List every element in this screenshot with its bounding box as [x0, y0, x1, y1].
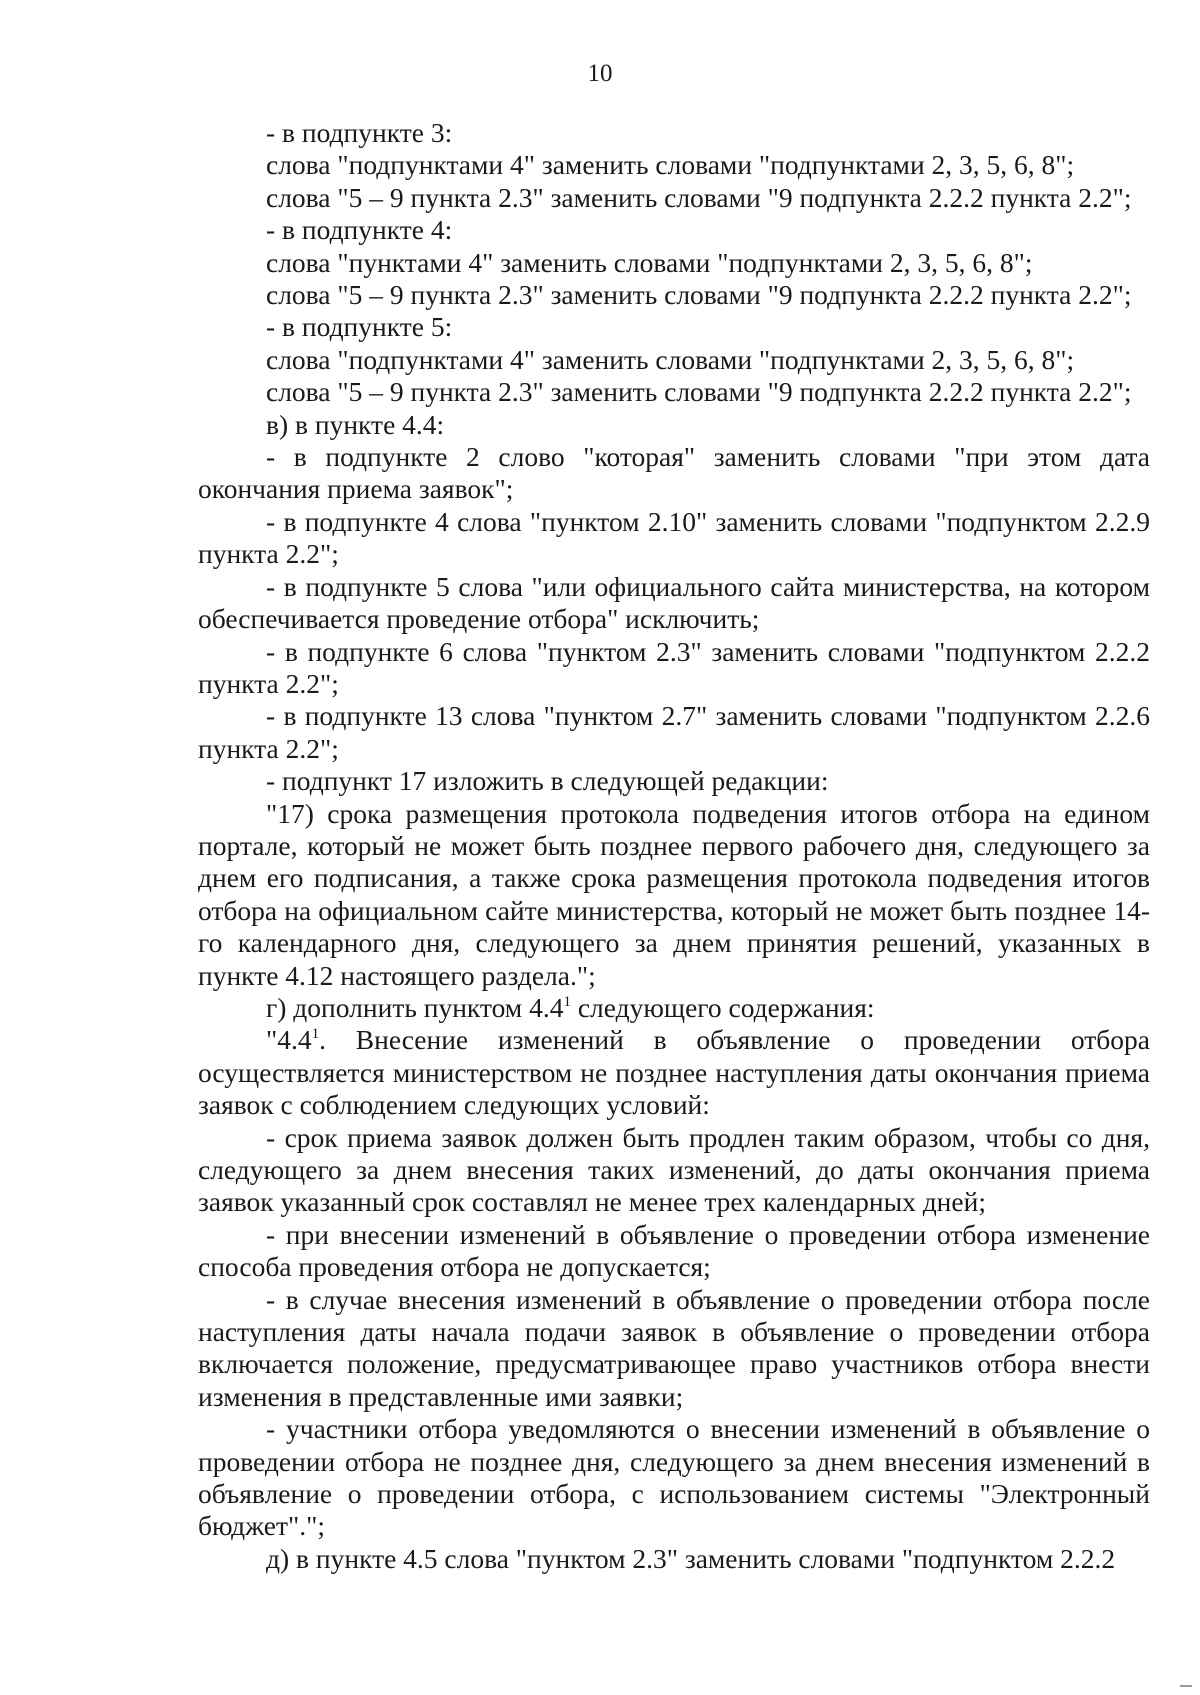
text-line: - в подпункте 3:	[266, 117, 453, 148]
text-line: слова "пунктами 4" заменить словами "подпунктами 2, 3, 5, 6, 8";	[266, 246, 1033, 278]
text-line: слова "подпунктами 4" заменить словами "подпунктами 2, 3, 5, 6, 8";	[266, 149, 1075, 181]
text-line: в) в пункте 4.4:	[266, 408, 445, 440]
scan-mark	[1180, 1685, 1192, 1687]
paragraph-text: . Внесение изменений в объявление о проведении отбора осуществляется министерством не позднее наступления даты окончания приема заявок с соблюдением следующих условий:	[198, 1024, 1150, 1121]
superscript: 1	[311, 1026, 320, 1043]
paragraph: - в подпункте 13 слова "пунктом 2.7" заменить словами "подпунктом 2.2.6 пункта 2.2";	[198, 700, 1150, 764]
paragraph: - в подпункте 6 слова "пунктом 2.3" заменить словами "подпунктом 2.2.2 пункта 2.2";	[198, 635, 1150, 699]
text-line: слова "5 – 9 пункта 2.3" заменить словами "9 подпункта 2.2.2 пункта 2.2";	[266, 181, 1132, 213]
paragraph: - в случае внесения изменений в объявление о проведении отбора после наступления даты начала подачи заявок в объявление о проведении отбора включается положение, предусматривающее право участников отбора внести изменения в представленные ими заявки;	[198, 1283, 1150, 1412]
paragraph: - при внесении изменений в объявление о проведении отбора изменение способа проведения отбора не допускается;	[198, 1218, 1150, 1283]
text-line: - в подпункте 5:	[266, 311, 453, 343]
paragraph: - срок приема заявок должен быть продлен таким образом, чтобы со дня, следующего за днем внесения таких изменений, до даты окончания приема заявок указанный срок составлял не менее трех календарных дней;	[198, 1121, 1150, 1218]
paragraph: - участники отбора уведомляются о внесении изменений в объявление о проведении отбора не позднее дня, следующего за днем внесения изменений в объявление о проведении отбора, с использованием системы "Электронный бюджет".";	[198, 1413, 1150, 1542]
document-body	[198, 117, 1150, 1575]
paragraph-add-point	[198, 992, 1150, 1024]
paragraph-quoted-item-17: "17) срока размещения протокола подведения итогов отбора на едином портале, который не может быть позднее первого рабочего дня, следующего за днем его подписания, а также срока размещения протокола подведения итогов отбора на официальном сайте министерства, который не может быть позднее 14-го календарного дня, следующего за днем принятия решений, указанных в пункте 4.12 настоящего раздела.";	[198, 797, 1150, 991]
paragraph: - подпункт 17 изложить в следующей редакции:	[266, 765, 829, 797]
paragraph: д) в пункте 4.5 слова "пунктом 2.3" заменить словами "подпунктом 2.2.2	[266, 1542, 1116, 1574]
text-line: слова "подпунктами 4" заменить словами "подпунктами 2, 3, 5, 6, 8";	[266, 343, 1075, 375]
text-line: - в подпункте 4:	[266, 214, 453, 246]
paragraph: - в подпункте 2 слово "которая" заменить словами "при этом дата окончания приема заявок";	[198, 441, 1150, 505]
superscript: 1	[563, 993, 571, 1010]
paragraph-text: г) дополнить пунктом 4.4	[266, 991, 564, 1023]
paragraph-text: "4.4	[266, 1024, 312, 1056]
text-line: слова "5 – 9 пункта 2.3" заменить словами "9 подпункта 2.2.2 пункта 2.2";	[266, 376, 1132, 408]
paragraph-text: следующего содержания:	[570, 991, 875, 1023]
paragraph-point-4-4-1	[198, 1024, 1150, 1121]
text-line: слова "5 – 9 пункта 2.3" заменить словами "9 подпункта 2.2.2 пункта 2.2";	[266, 279, 1132, 311]
paragraph: - в подпункте 5 слова "или официального сайта министерства, на котором обеспечивается проведение отбора" исключить;	[198, 570, 1150, 635]
paragraph: - в подпункте 4 слова "пунктом 2.10" заменить словами "подпунктом 2.2.9 пункта 2.2";	[198, 505, 1150, 570]
page-number: 10	[587, 60, 613, 87]
